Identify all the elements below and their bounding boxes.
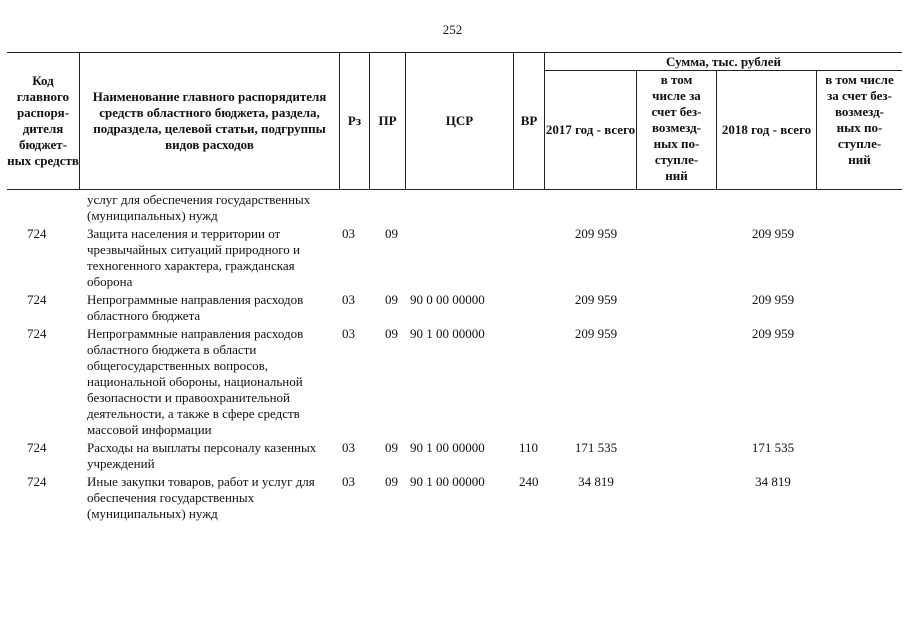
row-name: Расходы на выплаты персоналу казенных учреждений xyxy=(87,440,317,471)
row-rz: 03 xyxy=(342,292,355,307)
header-rz: Рз xyxy=(340,53,370,189)
header-name: Наименование главного распорядителя средств областного бюджета, раздела, подраздела, целевой статьи, подгруппы видов расходов xyxy=(80,53,340,189)
header-sum-title: Сумма, тыс. рублей xyxy=(545,53,902,71)
row-sum-2018: 34 819 xyxy=(755,474,791,489)
row-rz: 03 xyxy=(342,326,355,341)
row-sum-2018: 209 959 xyxy=(751,226,795,241)
row-sum-2017: 209 959 xyxy=(574,326,618,341)
row-pr: 09 xyxy=(385,474,398,489)
table-row xyxy=(7,440,902,472)
header-vr: ВР xyxy=(514,53,545,189)
table-row xyxy=(7,474,902,522)
row-sum-2017: 34 819 xyxy=(578,474,614,489)
header-2018-incl: в том числе за счет без- возмезд- ных по- ступле- ний xyxy=(825,72,894,167)
row-name: Защита населения и территории от чрезвычайных ситуаций природного и техногенного характера, гражданская оборона xyxy=(87,226,300,289)
row-code: 724 xyxy=(27,326,47,341)
row-rz: 03 xyxy=(342,440,355,455)
row-pr: 09 xyxy=(385,326,398,341)
row-name: услуг для обеспечения государственных (муниципальных) нужд xyxy=(87,192,311,223)
table-row xyxy=(7,326,902,438)
header-2017-total: 2017 год - всего xyxy=(545,70,637,189)
header-code: Код главного распоря- дителя бюджет- ных средств xyxy=(7,53,80,189)
row-csr: 90 1 00 00000 xyxy=(410,474,485,489)
row-code: 724 xyxy=(27,292,47,307)
row-name: Непрограммные направления расходов областного бюджета xyxy=(87,292,304,323)
row-sum-2017: 171 535 xyxy=(574,440,618,455)
row-code: 724 xyxy=(27,226,47,241)
row-name: Иные закупки товаров, работ и услуг для обеспечения государственных (муниципальных) нужд xyxy=(87,474,315,521)
row-pr: 09 xyxy=(385,226,398,241)
row-code: 724 xyxy=(27,474,47,489)
table-row xyxy=(7,292,902,324)
row-csr: 90 1 00 00000 xyxy=(410,440,485,455)
row-sum-2017: 209 959 xyxy=(574,226,618,241)
row-name: Непрограммные направления расходов областного бюджета в области общегосударственных вопросов, национальной обороны, национальной безопасности и правоохранительной деятельности, а также в сфере средств массовой информации xyxy=(87,326,304,437)
header-2018-total: 2018 год - всего xyxy=(717,70,817,189)
row-code: 724 xyxy=(27,440,47,455)
row-sum-2018: 171 535 xyxy=(751,440,795,455)
row-csr: 90 0 00 00000 xyxy=(410,292,485,307)
row-vr: 110 xyxy=(519,440,539,455)
row-sum-2017: 209 959 xyxy=(574,292,618,307)
row-rz: 03 xyxy=(342,474,355,489)
row-sum-2018: 209 959 xyxy=(751,292,795,307)
header-2017-incl: в том числе за счет без- возмезд- ных по- ступле- ний xyxy=(637,70,717,189)
row-pr: 09 xyxy=(385,440,398,455)
header-csr: ЦСР xyxy=(406,53,514,189)
table-header xyxy=(7,52,902,190)
row-rz: 03 xyxy=(342,226,355,241)
header-pr: ПР xyxy=(370,53,406,189)
row-pr: 09 xyxy=(385,292,398,307)
row-sum-2018: 209 959 xyxy=(751,326,795,341)
page-number: 252 xyxy=(442,22,463,37)
row-csr: 90 1 00 00000 xyxy=(410,326,485,341)
table-row xyxy=(7,226,902,290)
table-row xyxy=(7,192,902,224)
row-vr: 240 xyxy=(519,474,539,489)
table-body xyxy=(7,192,902,524)
